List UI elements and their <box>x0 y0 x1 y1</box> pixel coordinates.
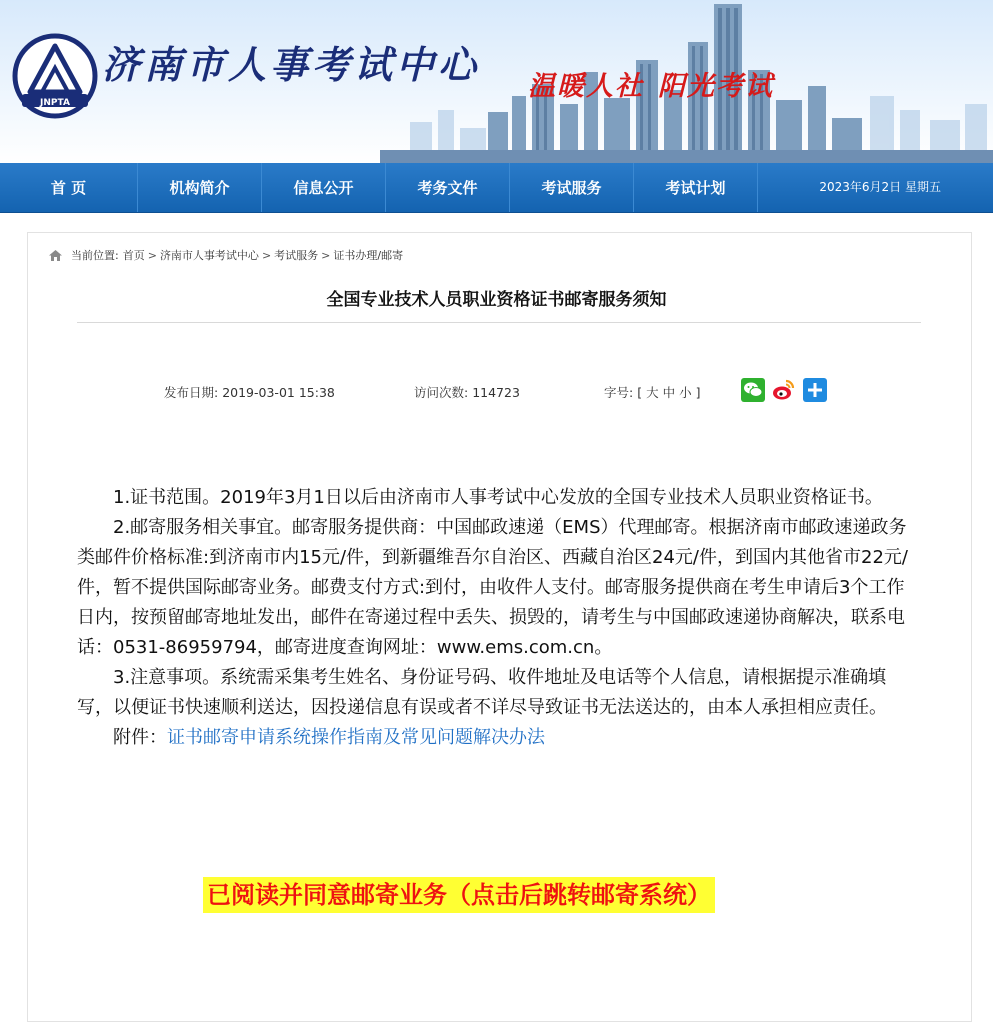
nav-item-schedule[interactable]: 考试计划 <box>634 163 758 212</box>
font-size-bracket-close: ] <box>695 385 701 400</box>
visit-count-value: 114723 <box>472 385 520 400</box>
publish-date-value: 2019-03-01 15:38 <box>222 385 335 400</box>
breadcrumb-separator: > <box>321 248 331 262</box>
paragraph-scope: 1.证书范围。2019年3月1日以后由济南市人事考试中心发放的全国专业技术人员职业资格证书。 <box>113 487 883 508</box>
font-size-medium[interactable]: 中 <box>662 385 676 400</box>
slogan-left: 温暖人社 <box>528 71 644 102</box>
article-body <box>77 483 922 753</box>
nav-item-services[interactable]: 考试服务 <box>510 163 634 212</box>
publish-date <box>164 383 335 401</box>
home-icon <box>49 250 62 261</box>
nav-item-home[interactable]: 首 页 <box>0 163 138 212</box>
breadcrumb-current[interactable]: 证书办理/邮寄 <box>333 249 404 262</box>
attachment-label: 附件： <box>113 727 167 748</box>
visit-count-label: 访问次数: <box>414 385 469 400</box>
paragraph-notes: 3.注意事项。系统需采集考生姓名、身份证号码、收件地址及电话等个人信息，请根据提示准确填写，以便证书快速顺利送达，因投递信息有误或者不详尽导致证书无法送达的，由本人承担相应责任。 <box>77 667 887 718</box>
publish-date-label: 发布日期: <box>164 385 219 400</box>
font-size-bracket-open: [ <box>637 385 643 400</box>
more-share-icon[interactable] <box>803 378 827 402</box>
logo-text: JNPTA <box>40 98 70 108</box>
weibo-share-icon[interactable] <box>771 378 795 402</box>
breadcrumb-separator: > <box>147 248 157 262</box>
title-divider <box>77 322 921 323</box>
nav-item-documents[interactable]: 考务文件 <box>386 163 510 212</box>
main-nav <box>0 163 993 213</box>
breadcrumb <box>49 247 403 263</box>
header-banner <box>0 0 993 163</box>
breadcrumb-prefix: 当前位置: <box>71 249 119 262</box>
nav-item-info[interactable]: 信息公开 <box>262 163 386 212</box>
site-title: 济南市人事考试中心 <box>102 42 481 87</box>
breadcrumb-home[interactable]: 首页 <box>122 249 145 262</box>
attachment-link[interactable]: 证书邮寄申请系统操作指南及常见问题解决办法 <box>167 727 545 748</box>
wechat-share-icon[interactable] <box>741 378 765 402</box>
breadcrumb-separator: > <box>261 248 272 262</box>
font-size-large[interactable]: 大 <box>646 385 659 400</box>
agree-mailing-button[interactable]: 已阅读并同意邮寄业务（点击后跳转邮寄系统） <box>203 877 715 913</box>
current-date: 2023年6月2日 星期五 <box>819 180 941 194</box>
paragraph-mailing: 2.邮寄服务相关事宜。邮寄服务提供商：中国邮政速递（EMS）代理邮寄。根据济南市邮政速递政务类邮件价格标准:到济南市内15元/件，到新疆维吾尔自治区、西藏自治区24元/件，到国内其他省市22元/件，暂不提供国际邮寄业务。邮费支付方式:到付，由收件人支付。邮寄服务提供商在考生申请后3个工作日内，按预留邮寄地址发出，邮件在寄递过程中丢失、损毁的，请考生与中国邮政速递协商解决，联系电话：0531-86959794，邮寄进度查询网址：www.ems.com.cn。 <box>77 517 908 658</box>
font-size-control <box>604 383 700 401</box>
font-size-label: 字号: <box>604 385 634 400</box>
breadcrumb-center[interactable]: 济南市人事考试中心 <box>159 249 259 262</box>
font-size-small[interactable]: 小 <box>679 385 692 400</box>
nav-item-about[interactable]: 机构简介 <box>138 163 262 212</box>
article-title: 全国专业技术人员职业资格证书邮寄服务须知 <box>326 290 667 310</box>
breadcrumb-services[interactable]: 考试服务 <box>274 249 319 262</box>
visit-count <box>414 383 520 401</box>
slogan-right: 阳光考试 <box>658 71 774 102</box>
attachment-line <box>77 723 922 753</box>
